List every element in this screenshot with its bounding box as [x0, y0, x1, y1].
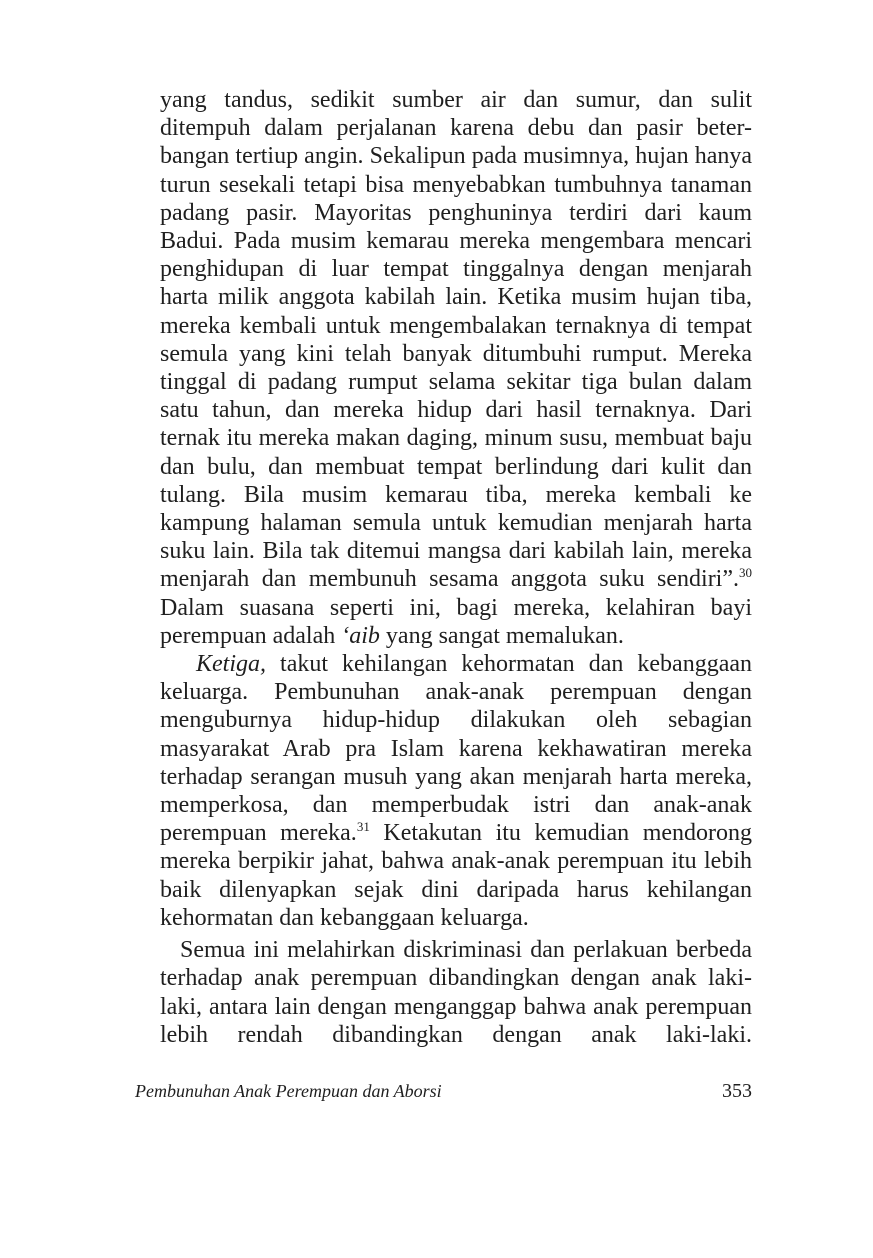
- paragraph-text: Semua ini melahirkan diskriminasi dan perlakuan berbeda terhadap anak perempuan dibandingkan dengan anak laki-laki, antara lain dengan menganggap bahwa anak perempuan lebih rendah dibandingkan dengan anak laki-laki.: [160, 937, 752, 1048]
- paragraph-text: Dalam suasana seperti ini, bagi mereka, kelahiran bayi perempuan adalah: [160, 594, 752, 649]
- italic-term-aib: ‘aib: [341, 622, 380, 649]
- body-text: [160, 86, 752, 1049]
- footnote-ref-31: 31: [356, 819, 370, 835]
- paragraph-text: Ketakutan itu kemudian mendorong mereka berpikir jahat, bahwa anak-anak perempuan itu lebih baik dilenyapkan sejak dini daripada harus kehilangan kehormatan dan kebanggaan keluarga.: [160, 820, 753, 931]
- page-footer: [135, 1079, 752, 1107]
- footnote-ref-30: 30: [739, 565, 752, 581]
- italic-lead-ketiga: Ketiga,: [196, 651, 266, 678]
- paragraph-text: yang tandus, sedikit sumber air dan sumur, dan sulit ditempuh dalam perjalanan karena debu dan pasir beter-bangan tertiup angin. Sekalipun pada musimnya, hujan hanya turun sesekali tetapi bisa menyebabkan tumbuhnya tanaman padang pasir. Mayoritas penghuninya terdiri dari kaum Badui. Pada musim kemarau mereka mengembara mencari penghidupan di luar tempat tinggalnya dengan menjarah harta milik anggota kabilah lain. Ketika musim hujan tiba, mereka kembali untuk mengembalakan ternaknya di tempat semula yang kini telah banyak ditumbuhi rumput. Mereka tinggal di padang rumput selama sekitar tiga bulan dalam satu tahun, dan mereka hidup dari hasil ternaknya. Dari ternak itu mereka makan daging, minum susu, membuat baju dan bulu, dan membuat tempat berlindung dari kulit dan tulang. Bila musim kemarau tiba, mereka kembali ke kampung halaman semula untuk kemudian menjarah harta suku lain. Bila tak ditemui mangsa dari kabilah lain, mereka menjarah dan membunuh sesama anggota suku sendiri”.: [160, 87, 752, 593]
- page-number: 353: [722, 1080, 752, 1102]
- paragraph-diskriminasi: [160, 936, 752, 1049]
- running-title: Pembunuhan Anak Perempuan dan Aborsi: [135, 1081, 442, 1101]
- paragraph-arab-badui: [160, 86, 752, 650]
- paragraph-text: takut kehilangan kehormatan dan kebanggaan keluarga. Pembunuhan anak-anak perempuan dengan menguburnya hidup-hidup dilakukan oleh sebagian masyarakat Arab pra Islam karena kekhawatiran mereka terhadap serangan musuh yang akan menjarah harta mereka, memperkosa, dan memperbudak istri dan anak-anak perempuan mereka.: [160, 651, 752, 847]
- paragraph-text: yang sangat memalukan.: [379, 622, 624, 649]
- paragraph-ketiga: [160, 650, 752, 932]
